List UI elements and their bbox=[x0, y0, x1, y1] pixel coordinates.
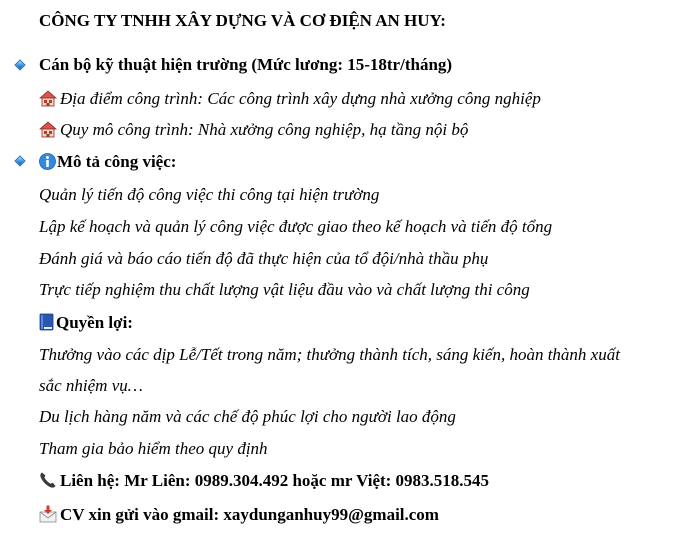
building-icon bbox=[39, 90, 57, 107]
scale-text: Quy mô công trình: Nhà xưởng công nghiệp, hạ tầng nội bộ bbox=[60, 120, 469, 139]
email-text: CV xin gửi vào gmail: xaydunganhuy99@gmail.com bbox=[60, 505, 439, 524]
book-icon bbox=[39, 313, 54, 331]
email-line bbox=[39, 504, 439, 526]
benefit-item: Thưởng vào các dịp Lễ/Tết trong năm; thưởng thành tích, sáng kiến, hoàn thành xuất bbox=[39, 345, 620, 364]
benefit-item: Du lịch hàng năm và các chế độ phúc lợi cho người lao động bbox=[39, 407, 456, 426]
contact-text: Liên hệ: Mr Liên: 0989.304.492 hoặc mr Việt: 0983.518.545 bbox=[60, 471, 490, 490]
description-item: Trực tiếp nghiệm thu chất lượng vật liệu đầu vào và chất lượng thi công bbox=[39, 280, 530, 299]
position-title: Cán bộ kỹ thuật hiện trường (Mức lương: 15-18tr/tháng) bbox=[39, 55, 453, 74]
mail-download-icon bbox=[39, 505, 57, 523]
description-heading-line bbox=[39, 151, 176, 173]
location-text: Địa điểm công trình: Các công trình xây dựng nhà xưởng công nghiệp bbox=[60, 89, 541, 108]
building-icon bbox=[39, 121, 57, 138]
benefit-item-continuation: sắc nhiệm vụ… bbox=[39, 376, 143, 395]
benefit-item: Tham gia bảo hiểm theo quy định bbox=[39, 439, 268, 458]
diamond-bullet-icon bbox=[14, 155, 25, 166]
description-item: Lập kế hoạch và quản lý công việc được giao theo kế hoạch và tiến độ tổng bbox=[39, 217, 553, 236]
phone-icon bbox=[39, 471, 57, 489]
description-heading: Mô tả công việc: bbox=[57, 152, 177, 171]
company-name: CÔNG TY TNHH XÂY DỰNG VÀ CƠ ĐIỆN AN HUY: bbox=[39, 11, 446, 30]
diamond-bullet-icon bbox=[14, 59, 25, 70]
benefits-heading: Quyền lợi: bbox=[56, 313, 133, 332]
scale-line bbox=[39, 119, 468, 141]
contact-line bbox=[39, 470, 489, 492]
benefits-heading-line bbox=[39, 312, 133, 334]
description-item: Quản lý tiến độ công việc thi công tại hiện trường bbox=[39, 185, 380, 204]
description-item: Đánh giá và báo cáo tiến độ đã thực hiện của tổ đội/nhà thầu phụ bbox=[39, 249, 489, 268]
location-line bbox=[39, 88, 541, 110]
info-icon bbox=[39, 153, 56, 170]
